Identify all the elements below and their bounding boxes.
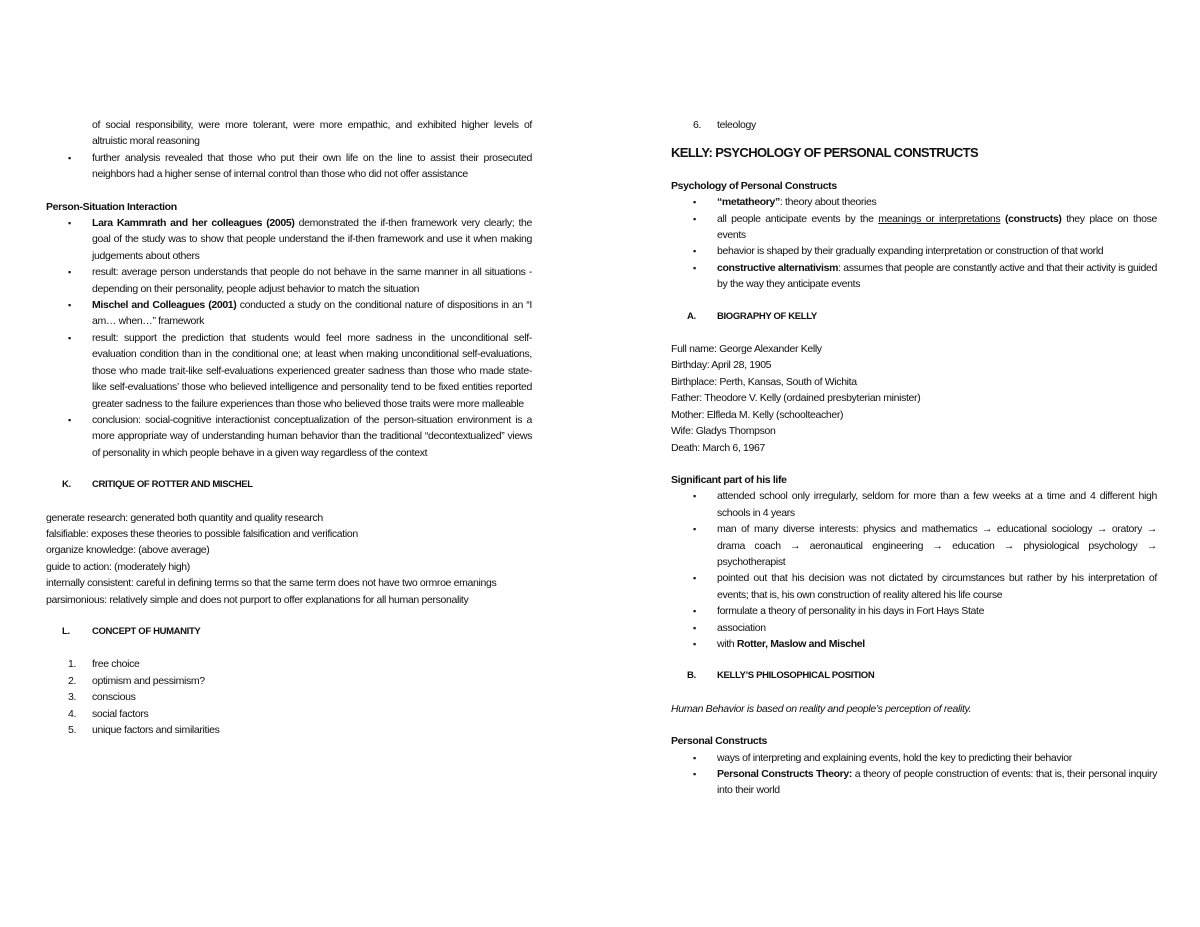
section-marker: K. <box>62 479 71 491</box>
list-text: they place on those events <box>717 212 1157 242</box>
left-column <box>46 117 532 738</box>
citation: Mischel and Colleagues (2001) <box>92 299 237 312</box>
item-number: 5. <box>68 724 77 736</box>
underlined-term: meanings or interpretations <box>878 212 1001 225</box>
chapter-title: KELLY: PSYCHOLOGY OF PERSONAL CONSTRUCTS <box>671 145 979 161</box>
critique-line: organize knowledge: (above average) <box>46 544 210 557</box>
list-item <box>92 297 532 330</box>
list-text: conducted a study on the conditional nature of dispositions in an “I am… when…” framework <box>92 299 533 328</box>
personal-constructs-heading: Psychology of Personal Constructs <box>671 179 837 192</box>
person-situation-heading: Person-Situation Interaction <box>46 200 177 213</box>
personal-constructs-definition-list <box>671 750 1157 799</box>
personal-constructs-list <box>671 194 1157 292</box>
item-text: unique factors and similarities <box>92 724 220 736</box>
section-title: KELLY’S PHILOSOPHICAL POSITION <box>717 670 875 682</box>
section-heading-philosophical <box>671 668 1157 684</box>
list-item: ▪ ways of interpreting and explaining events, hold the key to predicting their behavior <box>717 750 1157 766</box>
term: constructive alternativism <box>717 261 839 274</box>
item-number: 2. <box>68 674 77 687</box>
list-item: ▪ pointed out that his decision was not dictated by circumstances but rather by his interpretation of events; that is, his own construction of reality altered his life course <box>717 570 1157 603</box>
item-number: 1. <box>68 658 77 671</box>
critique-line: parsimonious: relatively simple and does not purport to offer explanations for all human personality <box>46 593 469 606</box>
paragraph-continuation: of social responsibility, were more tolerant, were more empathic, and exhibited higher levels of altruistic moral reasoning <box>92 119 532 148</box>
list-item <box>717 766 1157 799</box>
list-item <box>717 260 1157 293</box>
section-title: CRITIQUE OF ROTTER AND MISCHEL <box>92 479 253 491</box>
item-text: conscious <box>92 691 136 704</box>
bio-line: Father: Theodore V. Kelly (ordained presbyterian minister) <box>671 392 921 405</box>
list-item: ▪ behavior is shaped by their gradually expanding interpretation or construction of that world <box>717 243 1157 259</box>
list-text: a theory of people construction of events: that is, their personal inquiry into their world <box>717 768 1158 797</box>
biography-lines <box>671 341 1157 456</box>
bio-line: Death: March 6, 1967 <box>671 441 765 454</box>
item-text: teleology <box>717 119 756 131</box>
citation: Lara Kammrath and her colleagues (2005) <box>92 217 295 230</box>
critique-line: internally consistent: careful in defining terms so that the same term does not have two ormroe emanings <box>46 577 497 590</box>
teleology-list <box>671 117 1157 133</box>
list-item <box>717 211 1157 244</box>
list-text: demonstrated the if-then framework very clearly; the goal of the study was to show that people understand the if-then framework and use it when making judgements about others <box>92 217 532 262</box>
list-text: : assumes that people are constantly active and that their activity is guided by the way they anticipate events <box>717 261 1157 291</box>
list-text: with <box>717 637 737 650</box>
list-item: ▪ formulate a theory of personality in his days in Fort Hays State <box>717 603 1157 619</box>
item-number: 4. <box>68 707 77 720</box>
section-marker: L. <box>62 625 70 637</box>
list-text: : theory about theories <box>779 196 877 209</box>
list-item: ▪ further analysis revealed that those who put their own life on the line to assist their prosecuted neighbors had a higher sense of internal control than those who did not offer assistance <box>92 150 532 183</box>
list-item <box>68 689 532 705</box>
intro-bullet-list <box>46 150 532 183</box>
list-item: ▪ attended school only irregularly, seldom for more than a few weeks at a time and 4 different high schools in 4 years <box>717 488 1157 521</box>
list-text: all people anticipate events by the <box>717 212 879 225</box>
significant-life-heading: Significant part of his life <box>671 473 787 486</box>
term: Rotter, Maslow and Mischel <box>736 637 865 650</box>
section-heading-biography <box>671 309 1157 325</box>
person-situation-list <box>46 215 532 461</box>
bio-line: Birthday: April 28, 1905 <box>671 359 772 372</box>
section-heading-critique <box>46 477 532 493</box>
critique-line: falsifiable: exposes these theories to possible falsification and verification <box>46 527 358 540</box>
list-item: ▪ result: support the prediction that students would feel more sadness in the unconditional self-evaluation condition than in the conditional one; at least when making unconditional self-evaluations, those who made trait-like self-evaluations experienced greater sadness than those who made state-like self-evaluations’ those who believed intelligence and personality tend to be fixed entities reported greater sadness to the failure experiences than those who believed those traits were more malleable <box>92 330 532 412</box>
right-column <box>671 117 1157 799</box>
section-marker: A. <box>687 310 696 322</box>
list-item: ▪ conclusion: social-cognitive interactionist conceptualization of the person-situation environment is a more appropriate way of understanding human behavior than the traditional “decontextualized” views of personality in which people behave in a given way regardless of the context <box>92 412 532 461</box>
item-number: 3. <box>68 691 77 704</box>
term: “metatheory” <box>717 196 780 209</box>
bio-line: Mother: Elfleda M. Kelly (schoolteacher) <box>671 408 844 421</box>
section-title: BIOGRAPHY OF KELLY <box>717 310 817 322</box>
list-item <box>717 194 1157 210</box>
list-item: ▪ man of many diverse interests: physics and mathematics → educational sociology → oratory → drama coach → aeronautical engineering → education → physiological psychology → psychotherapist <box>717 521 1157 570</box>
item-text: optimism and pessimism? <box>92 674 205 687</box>
term: (constructs) <box>1000 212 1062 225</box>
list-item <box>68 706 532 722</box>
section-marker: B. <box>687 670 696 682</box>
list-item <box>68 722 532 738</box>
section-title: CONCEPT OF HUMANITY <box>92 625 201 637</box>
list-item: ▪ association <box>717 620 1157 636</box>
section-heading-humanity <box>46 624 532 640</box>
list-item <box>68 673 532 689</box>
term: Personal Constructs Theory: <box>717 768 853 780</box>
list-item <box>717 636 1157 652</box>
significant-life-list <box>671 488 1157 652</box>
bio-line: Birthplace: Perth, Kansas, South of Wichita <box>671 375 857 388</box>
philosophy-statement: Human Behavior is based on reality and people’s perception of reality. <box>671 702 972 715</box>
item-number: 6. <box>693 119 702 131</box>
list-item <box>92 215 532 264</box>
item-text: social factors <box>92 707 149 720</box>
list-item: ▪ result: average person understands that people do not behave in the same manner in all situations - depending on their personality, people adjust behavior to match the situation <box>92 264 532 297</box>
bio-line: Wife: Gladys Thompson <box>671 425 776 438</box>
list-item <box>693 117 1157 133</box>
critique-line: guide to action: (moderately high) <box>46 560 190 573</box>
item-text: free choice <box>92 658 140 671</box>
critique-lines <box>46 510 532 608</box>
critique-line: generate research: generated both quantity and quality research <box>46 511 323 524</box>
personal-constructs-subheading: Personal Constructs <box>671 735 768 748</box>
list-item <box>68 656 532 672</box>
bio-line: Full name: George Alexander Kelly <box>671 343 822 356</box>
humanity-list <box>46 656 532 738</box>
